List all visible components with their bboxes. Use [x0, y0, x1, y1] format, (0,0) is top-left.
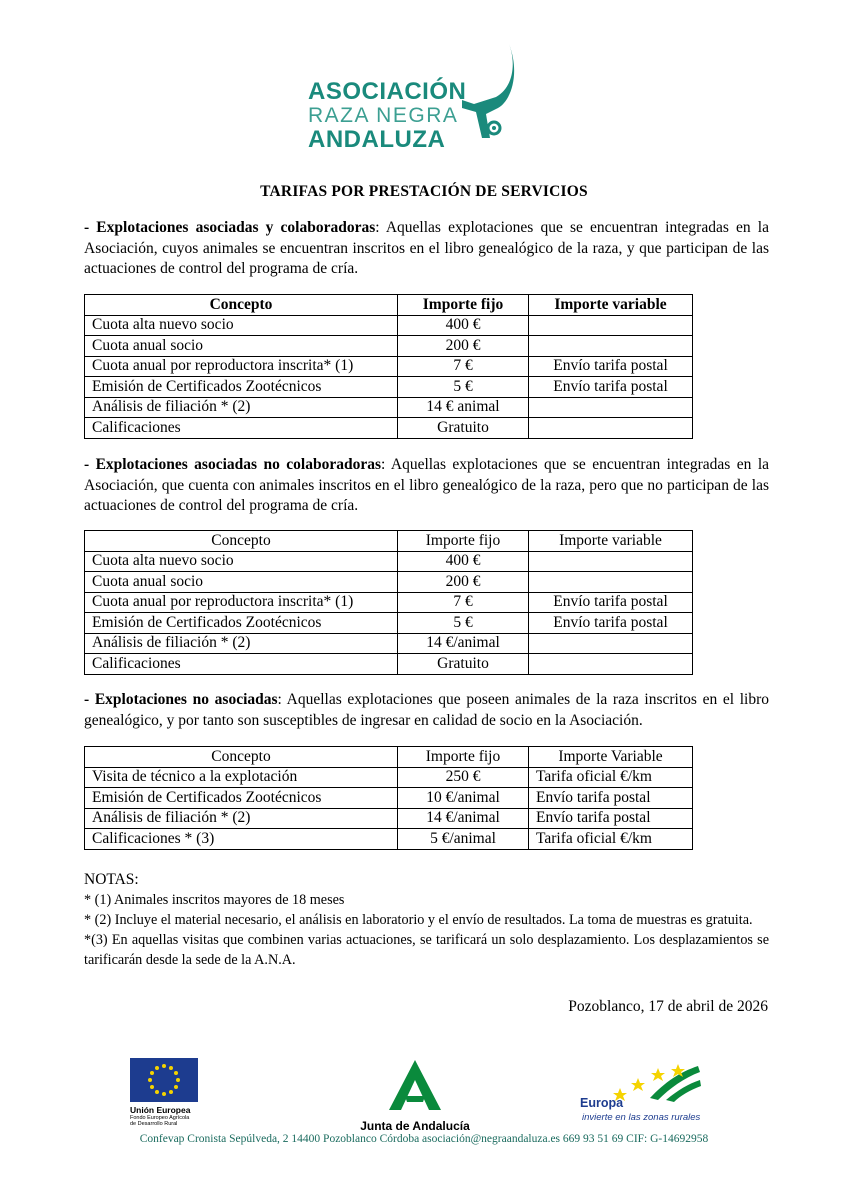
- table-row: [85, 336, 693, 357]
- cell-concepto: Emisión de Certificados Zootécnicos: [85, 613, 398, 634]
- table-row: [85, 767, 693, 788]
- section-1-text: : Aquellas explotaciones que se encuentran integradas en la Asociación, cuyos animales se encuentran inscritos en el libro genealógico de la raza, y que participan de las actuaciones de control del programa de cría.: [84, 219, 769, 277]
- cell-concepto: Cuota alta nuevo socio: [85, 551, 398, 572]
- cell-importe-fijo: 14 € animal: [398, 397, 529, 418]
- table-row: [85, 654, 693, 675]
- table-row: [85, 315, 693, 336]
- eu-logo: [130, 1058, 200, 1127]
- cell-importe-fijo: Gratuito: [398, 418, 529, 439]
- header-importe-variable: Importe Variable: [529, 747, 693, 768]
- junta-andalucia-logo: [350, 1058, 480, 1133]
- table-row: [85, 418, 693, 439]
- cell-concepto: Emisión de Certificados Zootécnicos: [85, 377, 398, 398]
- section-3-text: : Aquellas explotaciones que poseen animales de la raza inscritos en el libro genealógico, y por tanto son susceptibles de ingresar en calidad de socio en la Asociación.: [84, 691, 769, 729]
- cell-importe-fijo: 14 €/animal: [398, 808, 529, 829]
- bull-horn-icon: [454, 42, 518, 146]
- header-concepto: Concepto: [85, 295, 398, 316]
- europa-word: Europa: [580, 1096, 624, 1110]
- cell-importe-fijo: 14 €/animal: [398, 633, 529, 654]
- cell-concepto: Calificaciones: [85, 418, 398, 439]
- notes-block: [84, 870, 769, 970]
- table-row: [85, 633, 693, 654]
- cell-importe-variable: [529, 336, 693, 357]
- logo-line-1: ASOCIACIÓN: [308, 78, 467, 105]
- cell-importe-fijo: 200 €: [398, 336, 529, 357]
- cell-concepto: Visita de técnico a la explotación: [85, 767, 398, 788]
- tarifas-table-asociadas-colaboradoras: [84, 294, 693, 439]
- cell-concepto: Análisis de filiación * (2): [85, 808, 398, 829]
- header-concepto: Concepto: [85, 531, 398, 552]
- tarifas-table-asociadas-no-colaboradoras: [84, 530, 693, 675]
- cell-importe-variable: Envío tarifa postal: [529, 377, 693, 398]
- header-importe-variable: Importe variable: [529, 531, 693, 552]
- eu-flag-icon: [130, 1058, 198, 1102]
- junta-a-icon: [385, 1058, 445, 1112]
- section-1-lead: - Explotaciones asociadas y colaboradoras: [84, 219, 376, 236]
- table-header-row: [85, 295, 693, 316]
- europa-invierte-logo: [580, 1062, 705, 1124]
- europa-slogan: invierte en las zonas rurales: [582, 1112, 701, 1123]
- cell-importe-fijo: 7 €: [398, 356, 529, 377]
- header-importe-fijo: Importe fijo: [398, 531, 529, 552]
- notes-heading: NOTAS:: [84, 871, 139, 888]
- table-row: [85, 377, 693, 398]
- table-header-row: [85, 531, 693, 552]
- cell-importe-fijo: 400 €: [398, 315, 529, 336]
- section-2-lead: - Explotaciones asociadas no colaboradoras: [84, 456, 381, 473]
- cell-importe-variable: [529, 315, 693, 336]
- cell-importe-fijo: 250 €: [398, 767, 529, 788]
- cell-importe-fijo: 5 €: [398, 377, 529, 398]
- cell-concepto: Análisis de filiación * (2): [85, 397, 398, 418]
- tarifas-table-no-asociadas: [84, 746, 693, 850]
- cell-importe-variable: Envío tarifa postal: [529, 592, 693, 613]
- table-row: [85, 808, 693, 829]
- cell-importe-variable: Tarifa oficial €/km: [529, 829, 693, 850]
- cell-concepto: Cuota anual por reproductora inscrita* (1): [85, 356, 398, 377]
- note-3: *(3) En aquellas visitas que combinen varias actuaciones, se tarificará un solo desplazamiento. Los desplazamientos se tarificarán desde la sede de la A.N.A.: [84, 932, 769, 968]
- table-row: [85, 788, 693, 809]
- junta-label: Junta de Andalucía: [360, 1119, 470, 1133]
- cell-importe-fijo: 7 €: [398, 592, 529, 613]
- eu-sub-1: Fondo Europeo Agrícola: [130, 1115, 190, 1121]
- cell-importe-fijo: 5 €: [398, 613, 529, 634]
- cell-concepto: Calificaciones: [85, 654, 398, 675]
- logo-line-3: ANDALUZA: [308, 126, 446, 153]
- table-row: [85, 551, 693, 572]
- cell-importe-variable: [529, 418, 693, 439]
- cell-importe-variable: Tarifa oficial €/km: [529, 767, 693, 788]
- cell-concepto: Cuota alta nuevo socio: [85, 315, 398, 336]
- table-row: [85, 356, 693, 377]
- cell-concepto: Cuota anual socio: [85, 336, 398, 357]
- cell-importe-variable: Envío tarifa postal: [529, 613, 693, 634]
- cell-importe-variable: [529, 633, 693, 654]
- cell-concepto: Emisión de Certificados Zootécnicos: [85, 788, 398, 809]
- place-and-date: Pozoblanco, 17 de abril de 2026: [568, 998, 768, 1015]
- table-row: [85, 613, 693, 634]
- cell-concepto: Análisis de filiación * (2): [85, 633, 398, 654]
- footer-contact: Confevap Cronista Sepúlveda, 2 14400 Pozoblanco Córdoba asociación@negraandaluza.es 669 93 51 69 CIF: G-14692958: [139, 1133, 709, 1145]
- cell-importe-variable: [529, 397, 693, 418]
- header-importe-variable: Importe variable: [529, 295, 693, 316]
- section-3-lead: - Explotaciones no asociadas: [84, 691, 278, 708]
- header-importe-fijo: Importe fijo: [398, 747, 529, 768]
- cell-importe-fijo: 200 €: [398, 572, 529, 593]
- cell-importe-variable: [529, 654, 693, 675]
- cell-importe-fijo: 5 €/animal: [398, 829, 529, 850]
- logo-line-2: RAZA NEGRA: [308, 104, 459, 127]
- section-2-text: : Aquellas explotaciones que se encuentran integradas en la Asociación, que cuenta con animales inscritos en el libro genealógico de la raza, pero que no participan de las actuaciones de control del programa de cría.: [84, 456, 770, 514]
- cell-importe-variable: Envío tarifa postal: [529, 356, 693, 377]
- table-row: [85, 397, 693, 418]
- header-importe-fijo: Importe fijo: [398, 295, 529, 316]
- section-3-description: [84, 690, 769, 731]
- cell-concepto: Cuota anual socio: [85, 572, 398, 593]
- section-2-description: [84, 455, 769, 517]
- cell-importe-variable: [529, 572, 693, 593]
- header-concepto: Concepto: [85, 747, 398, 768]
- eu-label: Unión Europea: [130, 1105, 191, 1115]
- cell-importe-fijo: 10 €/animal: [398, 788, 529, 809]
- cell-importe-fijo: 400 €: [398, 551, 529, 572]
- page-title: TARIFAS POR PRESTACIÓN DE SERVICIOS: [260, 183, 588, 200]
- cell-importe-variable: Envío tarifa postal: [529, 808, 693, 829]
- note-2: * (2) Incluye el material necesario, el análisis en laboratorio y el envío de resultados. La toma de muestras es gratuita.: [84, 912, 753, 928]
- cell-importe-variable: [529, 551, 693, 572]
- cell-concepto: Calificaciones * (3): [85, 829, 398, 850]
- asociacion-logo: [308, 42, 518, 152]
- eu-sub-2: de Desarrollo Rural: [130, 1121, 178, 1127]
- table-row: [85, 592, 693, 613]
- cell-concepto: Cuota anual por reproductora inscrita* (1): [85, 592, 398, 613]
- table-row: [85, 572, 693, 593]
- table-row: [85, 829, 693, 850]
- cell-importe-fijo: Gratuito: [398, 654, 529, 675]
- table-header-row: [85, 747, 693, 768]
- cell-importe-variable: Envío tarifa postal: [529, 788, 693, 809]
- note-1: * (1) Animales inscritos mayores de 18 meses: [84, 892, 345, 908]
- section-1-description: [84, 218, 769, 280]
